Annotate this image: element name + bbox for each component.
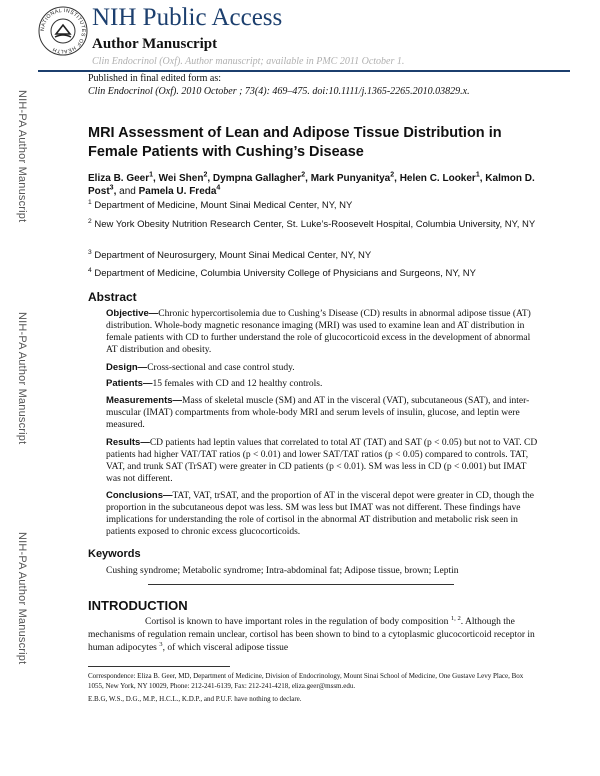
header-rule bbox=[38, 70, 570, 72]
abstract-patients: Patients—15 females with CD and 12 healthy controls. bbox=[106, 378, 323, 389]
author-manuscript-label: Author Manuscript bbox=[92, 36, 218, 52]
citation-line: Clin Endocrinol (Oxf). 2010 October ; 73(4): 469–475. doi:10.1111/j.1365-2265.2010.03829.x. bbox=[88, 86, 470, 97]
disclosure-footnote: E.B.G, W.S., D.G., M.P., H.C.L., K.D.P., and P.U.F. have nothing to declare. bbox=[88, 695, 302, 703]
correspondence-footnote: Correspondence: Eliza B. Geer, MD, Department of Medicine, Division of Endocrinology, Mount Sinai School of Medicine, One Gustave Levy Place, Box 1055, New York, NY 10029, Phone: 212-241-6139, Fax: 212-241-4218, eliza.geer@mssm.edu. bbox=[88, 672, 524, 690]
abstract-conclusions: Conclusions—TAT, VAT, trSAT, and the proportion of AT in the visceral depot were greater in CD, though the proportion in the subcutaneous depot was less. SM was less but IMAT was not different. These findings have implications for understanding the role of cortisol in the abnormal AT distribution and metabolic risk seen in patients exposed to chronic excess glucocorticoids. bbox=[106, 490, 535, 537]
nih-logo bbox=[38, 6, 88, 56]
author: Dympna Gallagher bbox=[212, 173, 302, 184]
keywords-heading: Keywords bbox=[88, 548, 141, 560]
keywords-divider bbox=[148, 584, 454, 585]
author: Wei Shen bbox=[158, 173, 204, 184]
affiliation: $^2$ New York Obesity Nutrition Research Center, St. Luke’s-Roosevelt Hospital, Columbia University, NY, NY bbox=[88, 217, 536, 230]
sidebar-label-2: NIH-PA Author Manuscript bbox=[16, 312, 28, 445]
introduction-text: Cortisol is known to have important roles in the regulation of body composition $^{1, 2}$. Although the mechanisms of regulation remain unclear, cortisol has been shown to bind to a cytoplasmic glucocorticoid receptor in human adipocytes $^3$, of which visceral adipose tissue bbox=[88, 614, 535, 653]
article-title: MRI Assessment of Lean and Adipose Tissue Distribution in Female Patients with Cushing’s Disease bbox=[88, 125, 502, 160]
introduction-heading: INTRODUCTION bbox=[88, 598, 188, 613]
author-list: Eliza B. Geer$^1$, Wei Shen$^2$, Dympna Gallagher$^2$, Mark Punyanitya$^2$, Helen C. Looker$^1$, Kalmon D. Post$^3$, and Pamela U. Freda$^4$ bbox=[88, 171, 535, 197]
abstract-heading: Abstract bbox=[88, 290, 137, 304]
keywords-list: Cushing syndrome; Metabolic syndrome; Intra-abdominal fat; Adipose tissue, brown; Leptin bbox=[106, 566, 459, 576]
sidebar-label-3: NIH-PA Author Manuscript bbox=[16, 532, 28, 665]
journal-availability: Clin Endocrinol (Oxf). Author manuscript; available in PMC 2011 October 1. bbox=[92, 56, 405, 67]
sidebar-label-1: NIH-PA Author Manuscript bbox=[16, 90, 28, 223]
nih-public-access-title: NIH Public Access bbox=[92, 4, 283, 31]
affiliation: $^1$ Department of Medicine, Mount Sinai Medical Center, NY, NY bbox=[88, 198, 353, 211]
abstract-design: Design—Cross-sectional and case control study. bbox=[106, 362, 295, 373]
abstract-results: Results—CD patients had leptin values that correlated to total AT (TAT) and SAT (p < 0.05) but not to VAT. CD patients had higher VAT/TAT ratios (p < 0.01) and lower SAT/TAT ratios (p < 0.05) compared to controls. TAT, VAT, and trunk SAT (TrSAT) were greater in CD patients (p < 0.01). SM was less in CD (p < 0.001) but IMAT was not different. bbox=[106, 437, 538, 484]
abstract-objective: Objective—Chronic hypercortisolemia due to Cushing’s Disease (CD) results in abnormal adipose tissue (AT) distribution. Whole-body magnetic resonance imaging (MRI) was used to examine lean and AT distribution in female patients with CD to further understand the role of glucocorticoid excess in the development of abnormal AT distribution and obesity. bbox=[106, 308, 531, 355]
abstract-measurements: Measurements—Mass of skeletal muscle (SM) and AT in the visceral (VAT), subcutaneous (SAT), and inter-muscular (IMAT) compartments from whole-body MRI and serum levels of insulin, glucose, and leptin were measured. bbox=[106, 395, 530, 430]
affiliation: $^3$ Department of Neurosurgery, Mount Sinai Medical Center, NY, NY bbox=[88, 248, 372, 261]
author: Eliza B. Geer bbox=[88, 173, 150, 184]
author: Helen C. Looker bbox=[399, 173, 476, 184]
logo-text: NATIONAL INSTITUTES OF HEALTH bbox=[39, 7, 87, 55]
affiliation: $^4$ Department of Medicine, Columbia University College of Physicians and Surgeons, NY, NY bbox=[88, 266, 476, 279]
published-in-label: Published in final edited form as: bbox=[88, 73, 222, 84]
footnote-divider bbox=[88, 666, 230, 667]
author: Kalmon D. Post bbox=[88, 173, 535, 197]
author: Pamela U. Freda bbox=[138, 186, 217, 197]
author: Mark Punyanitya bbox=[310, 173, 391, 184]
